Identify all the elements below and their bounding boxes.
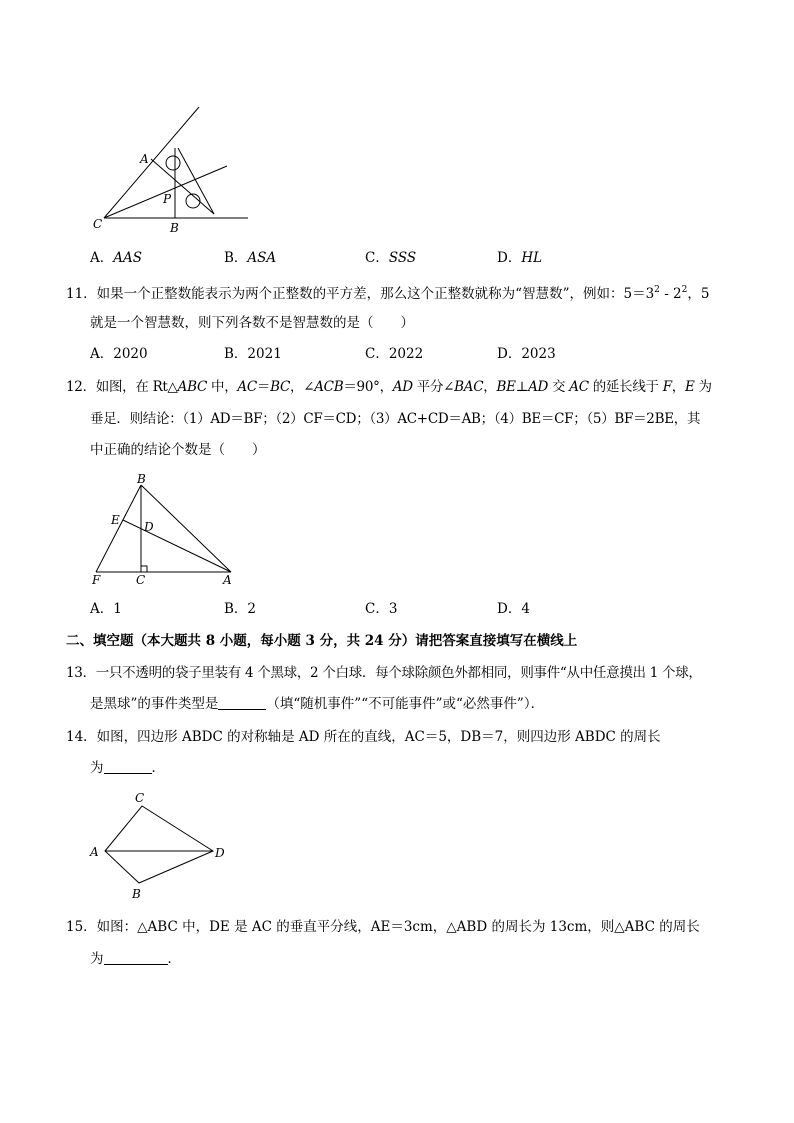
q11-option-d: D．2023 [497,346,556,362]
label-p: P [163,192,172,206]
label-c: C [135,791,145,805]
label-c: C [93,217,103,231]
q10-option-d: D．HL [497,250,543,266]
q11-line-1: 11．如果一个正整数能表示为两个正整数的平方差，那么这个正整数就称为“智慧数”，例如：$5=3^2 - 2^2$，5 [66,285,710,302]
q12-line-2: 垂足．则结论：（1）AD＝BF；（2）CF＝CD；（3）AC+CD＝AB；（4）BE＝CF；（5）BF＝2BE，其 [90,411,701,427]
q12-line-1: 12．如图，在 Rt△ABC 中，AC＝BC，∠ACB＝90°，AD 平分∠BAC，BE⊥AD 交 AC 的延长线于 F，E 为 [66,379,712,395]
label-c: C [136,573,146,587]
q10-option-b: B．ASA [224,250,277,266]
label-f: F [92,573,101,587]
q13-line-1: 13．一只不透明的袋子里装有 4 个黑球，2 个白球．每个球除颜色外都相同，则事件“从中任意摸出 1 个球， [66,665,702,681]
label-e: E [111,513,120,527]
q10-option-c: C．SSS [365,250,417,266]
q12-option-a: A．1 [90,601,122,617]
label-b: B [132,887,141,901]
label-a: A [140,152,149,166]
q10-option-a: A．AAS [90,250,142,266]
label-b: B [137,472,146,486]
q12-option-c: C．3 [365,601,398,617]
q12-line-3: 中正确的结论个数是（ ） [90,442,266,458]
label-d: D [215,846,225,860]
label-d: D [144,520,154,534]
label-b: B [170,221,179,235]
q11-option-a: A．2020 [90,346,148,362]
quadrilateral-acdb [105,806,213,883]
label-a: A [223,573,232,587]
q15-line-1: 15．如图：△ABC 中，DE 是 AC 的垂直平分线，AE＝3cm，△ABD 的周长为 13cm，则△ABC 的周长 [66,919,700,935]
q14-line-2: 为 ． [90,760,165,776]
q12-option-d: D．4 [497,601,530,617]
label-a: A [90,845,99,859]
section-2-heading: 二、填空题（本大题共 8 小题，每小题 3 分，共 24 分）请把答案直接填写在横线上 [66,633,578,649]
q14-line-1: 14．如图，四边形 ABDC 的对称轴是 AD 所在的直线，AC＝5，DB＝7，则四边形 ABDC 的周长 [66,729,661,745]
q15-line-2: 为 ． [90,951,181,967]
q15-answer-blank[interactable] [104,950,168,965]
q12-option-b: B．2 [224,601,257,617]
figure-q14 [0,0,260,900]
q13-line-2: 是黑球”的事件类型是 （填“随机事件”“不可能事件”或“必然事件”）． [90,696,545,712]
q11-option-c: C．2022 [365,346,424,362]
q11-line-2: 就是一个智慧数，则下列各数不是智慧数的是（ ） [90,315,414,331]
q11-option-b: B．2021 [224,346,282,362]
